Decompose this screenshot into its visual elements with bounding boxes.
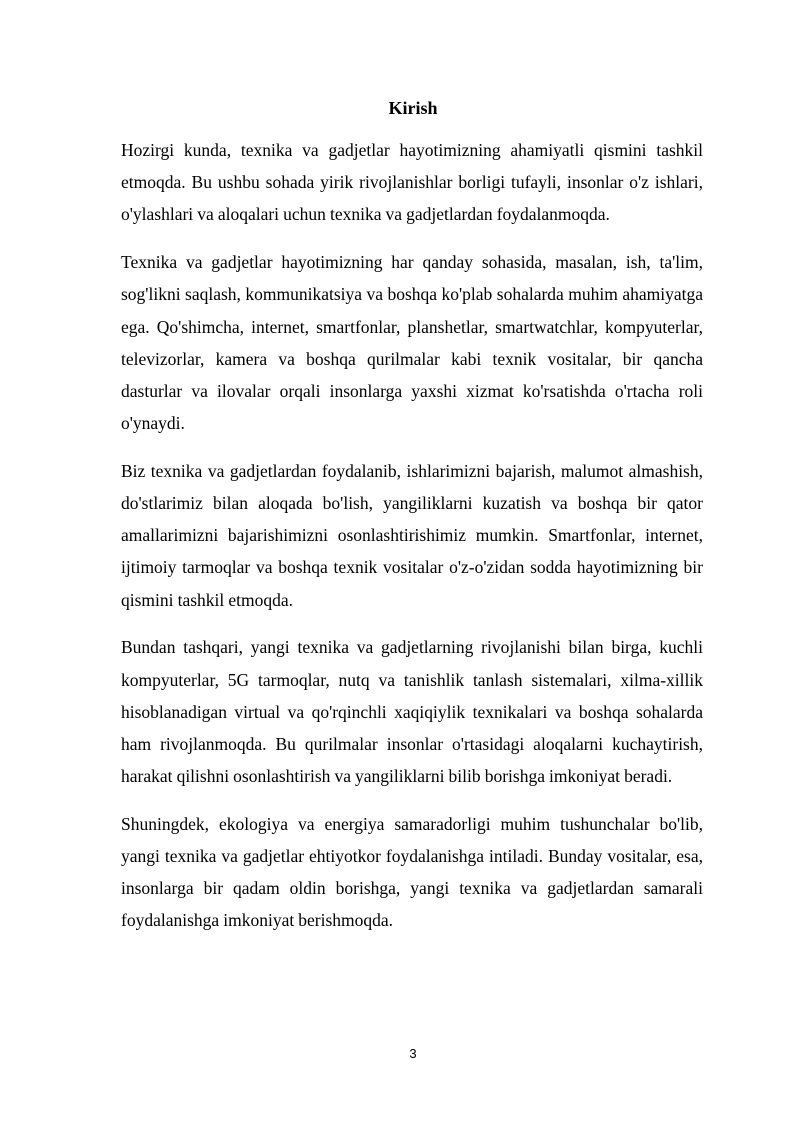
body-text — [121, 134, 703, 952]
paragraph-1: Hozirgi kunda, texnika va gadjetlar hayotimizning ahamiyatli qismini tashkil etmoqda. Bu ushbu sohada yirik rivojlanishlar borligi tufayli, insonlar o'z ishlari, o'ylashlari va aloqalari uchun texnika va gadjetlardan foydalanmoqda. — [121, 140, 703, 225]
section-title: Kirish — [388, 98, 438, 118]
paragraph-3: Biz texnika va gadjetlardan foydalanib, ishlarimizni bajarish, malumot almashish, do'stlarimiz bilan aloqada bo'lish, yangiliklarni kuzatish va boshqa bir qator amallarimizni bajarishimizni osonlashtirishimiz mumkin. Smartfonlar, internet, ijtimoiy tarmoqlar va boshqa texnik vositalar o'z-o'zidan sodda hayotimizning bir qismini tashkil etmoqda. — [121, 460, 703, 610]
paragraph-2: Texnika va gadjetlar hayotimizning har qanday sohasida, masalan, ish, ta'lim, sog'likni saqlash, kommunikatsiya va boshqa ko'plab sohalarda muhim ahamiyatga ega. Qo'shimcha, internet, smartfonlar, planshetlar, smartwatchlar, kompyuterlar, televizorlar, kamera va boshqa qurilmalar kabi texnik vositalar, bir qancha dasturlar va ilovalar orqali insonlarga yaxshi xizmat ko'rsatishda o'rtacha roli o'ynaydi. — [121, 252, 703, 434]
paragraph-5: Shuningdek, ekologiya va energiya samaradorligi muhim tushunchalar bo'lib, yangi texnika va gadjetlar ehtiyotkor foydalanishga intiladi. Bunday vositalar, esa, insonlarga bir qadam oldin borishga, yangi texnika va gadjetlardan samarali foydalanishga imkoniyat berishmoqda. — [121, 813, 703, 931]
page-number: 3 — [409, 1046, 417, 1061]
paragraph-4: Bundan tashqari, yangi texnika va gadjetlarning rivojlanishi bilan birga, kuchli kompyuterlar, 5G tarmoqlar, nutq va tanishlik tanlash sistemalari, xilma-xillik hisoblanadigan virtual va qo'rqinchli xaqiqiylik texnikalari va boshqa sohalarda ham rivojlanmoqda. Bu qurilmalar insonlar o'rtasidagi aloqalarni kuchaytirish, harakat qilishni osonlashtirish va yangiliklarni bilib borishga imkoniyat beradi. — [121, 637, 703, 787]
